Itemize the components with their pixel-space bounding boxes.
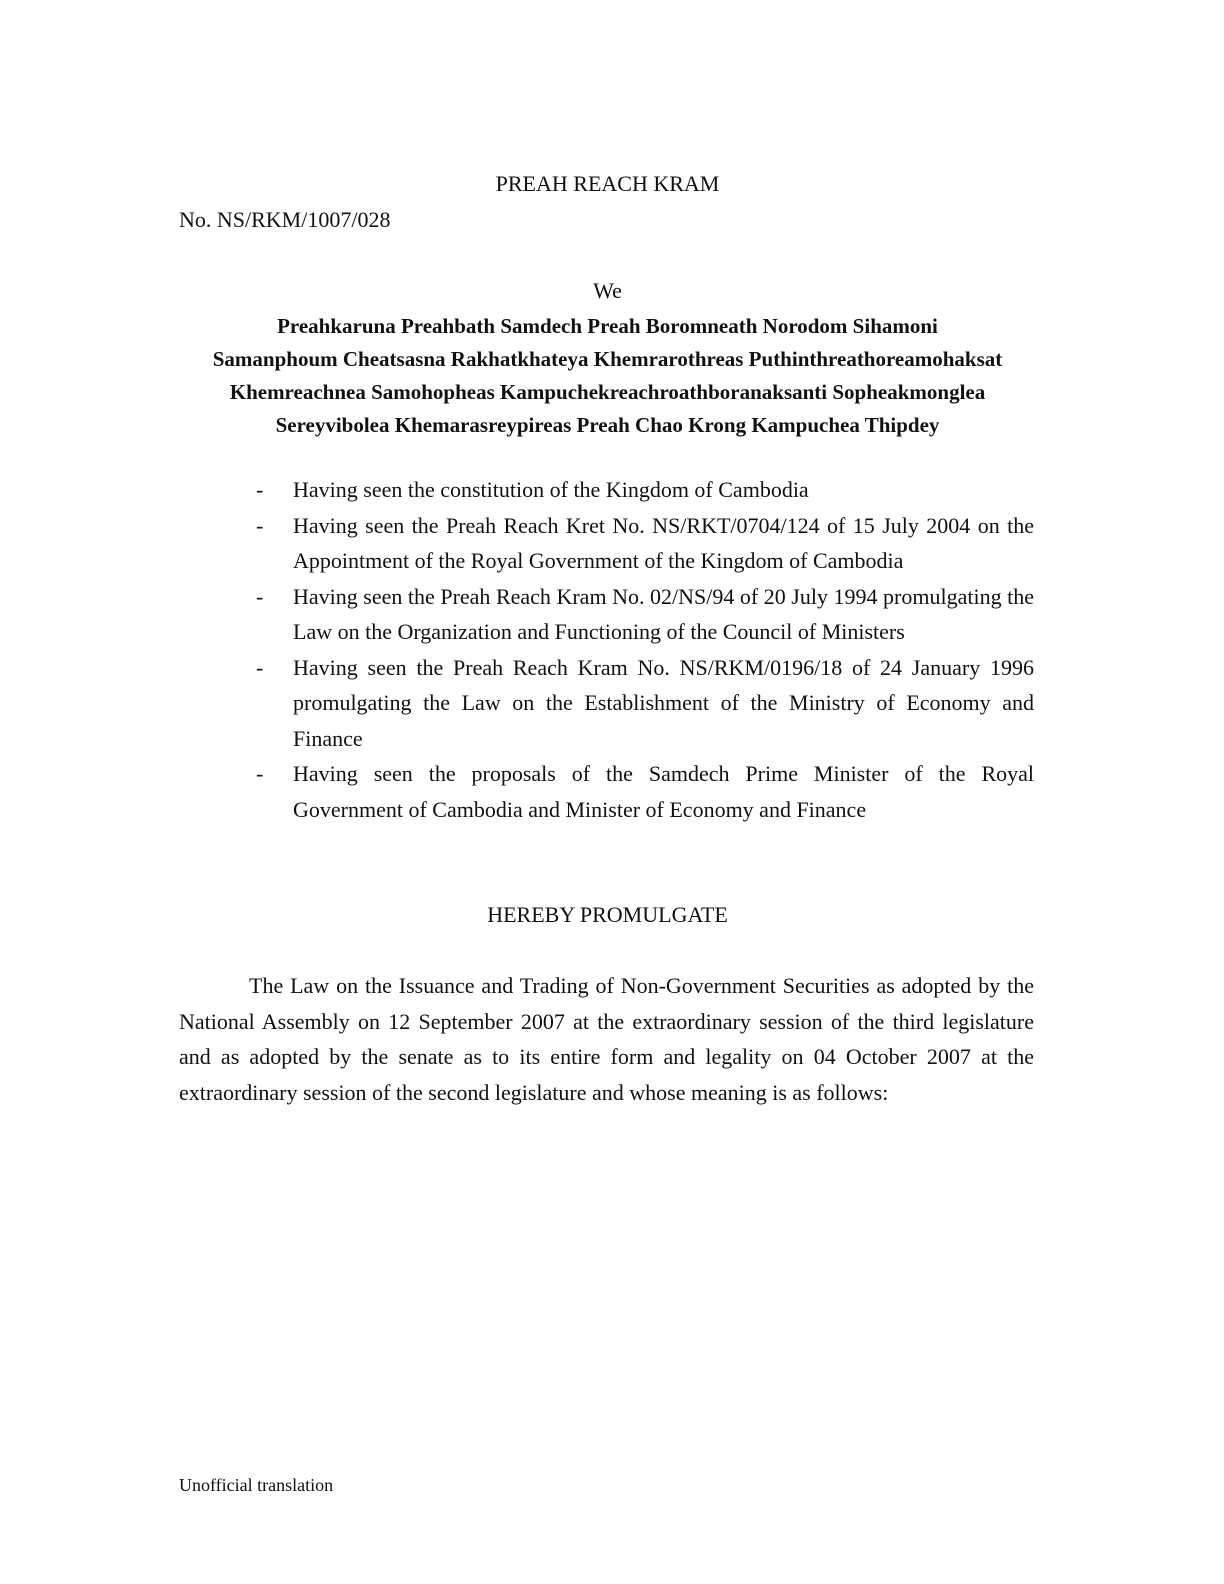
list-dash: - <box>256 761 264 786</box>
list-dash: - <box>256 512 264 538</box>
list-dash: - <box>256 477 264 502</box>
royal-title <box>180 310 1035 442</box>
royal-title-line: Samanphoum Cheatsasna Rakhatkhateya Khemrarothreas Puthinthreathoreamohaksat <box>212 347 1003 371</box>
recital-text: Having seen the constitution of the Kingdom of Cambodia <box>293 477 809 502</box>
royal-title-line: Preahkaruna Preahbath Samdech Preah Boromneath Norodom Sihamoni <box>277 314 938 338</box>
we-heading: We <box>593 278 622 303</box>
recitals-list <box>256 472 1034 827</box>
recital-item <box>256 508 1034 579</box>
footer-note: Unofficial translation <box>179 1475 334 1495</box>
decree-type-heading: PREAH REACH KRAM <box>495 171 720 196</box>
promulgation-heading: HEREBY PROMULGATE <box>487 902 728 927</box>
recital-item <box>256 756 1034 827</box>
recital-item <box>256 650 1034 757</box>
body-paragraph: The Law on the Issuance and Trading of Non-Government Securities as adopted by the National Assembly on 12 September 2007 at the extraordinary session of the third legislature and as adopted by the senate as to its entire form and legality on 04 October 2007 at the extraordinary session of the second legislature and whose meaning is as follows: <box>179 973 1034 1105</box>
list-dash: - <box>256 583 264 609</box>
royal-title-line: Sereyvibolea Khemarasreypireas Preah Chao Krong Kampuchea Thipdey <box>275 413 940 437</box>
royal-title-line: Khemreachnea Samohopheas Kampuchekreachroathboranaksanti Sopheakmonglea <box>229 380 986 404</box>
recital-text: Having seen the Preah Reach Kram No. NS/RKM/0196/18 of 24 January 1996 promulgating the Law on the Establishment of the Ministry of Economy and Finance <box>293 654 1034 751</box>
recital-item <box>256 579 1034 650</box>
recital-text: Having seen the Preah Reach Kram No. 02/NS/94 of 20 July 1994 promulgating the Law on the Organization and Functioning of the Council of Ministers <box>293 583 1034 644</box>
list-dash: - <box>256 654 264 680</box>
recital-text: Having seen the proposals of the Samdech Prime Minister of the Royal Government of Cambodia and Minister of Economy and Finance <box>293 761 1034 822</box>
recital-item <box>256 472 1034 508</box>
recital-text: Having seen the Preah Reach Kret No. NS/RKT/0704/124 of 15 July 2004 on the Appointment of the Royal Government of the Kingdom of Cambodia <box>293 512 1034 573</box>
document-number: No. NS/RKM/1007/028 <box>179 207 391 232</box>
